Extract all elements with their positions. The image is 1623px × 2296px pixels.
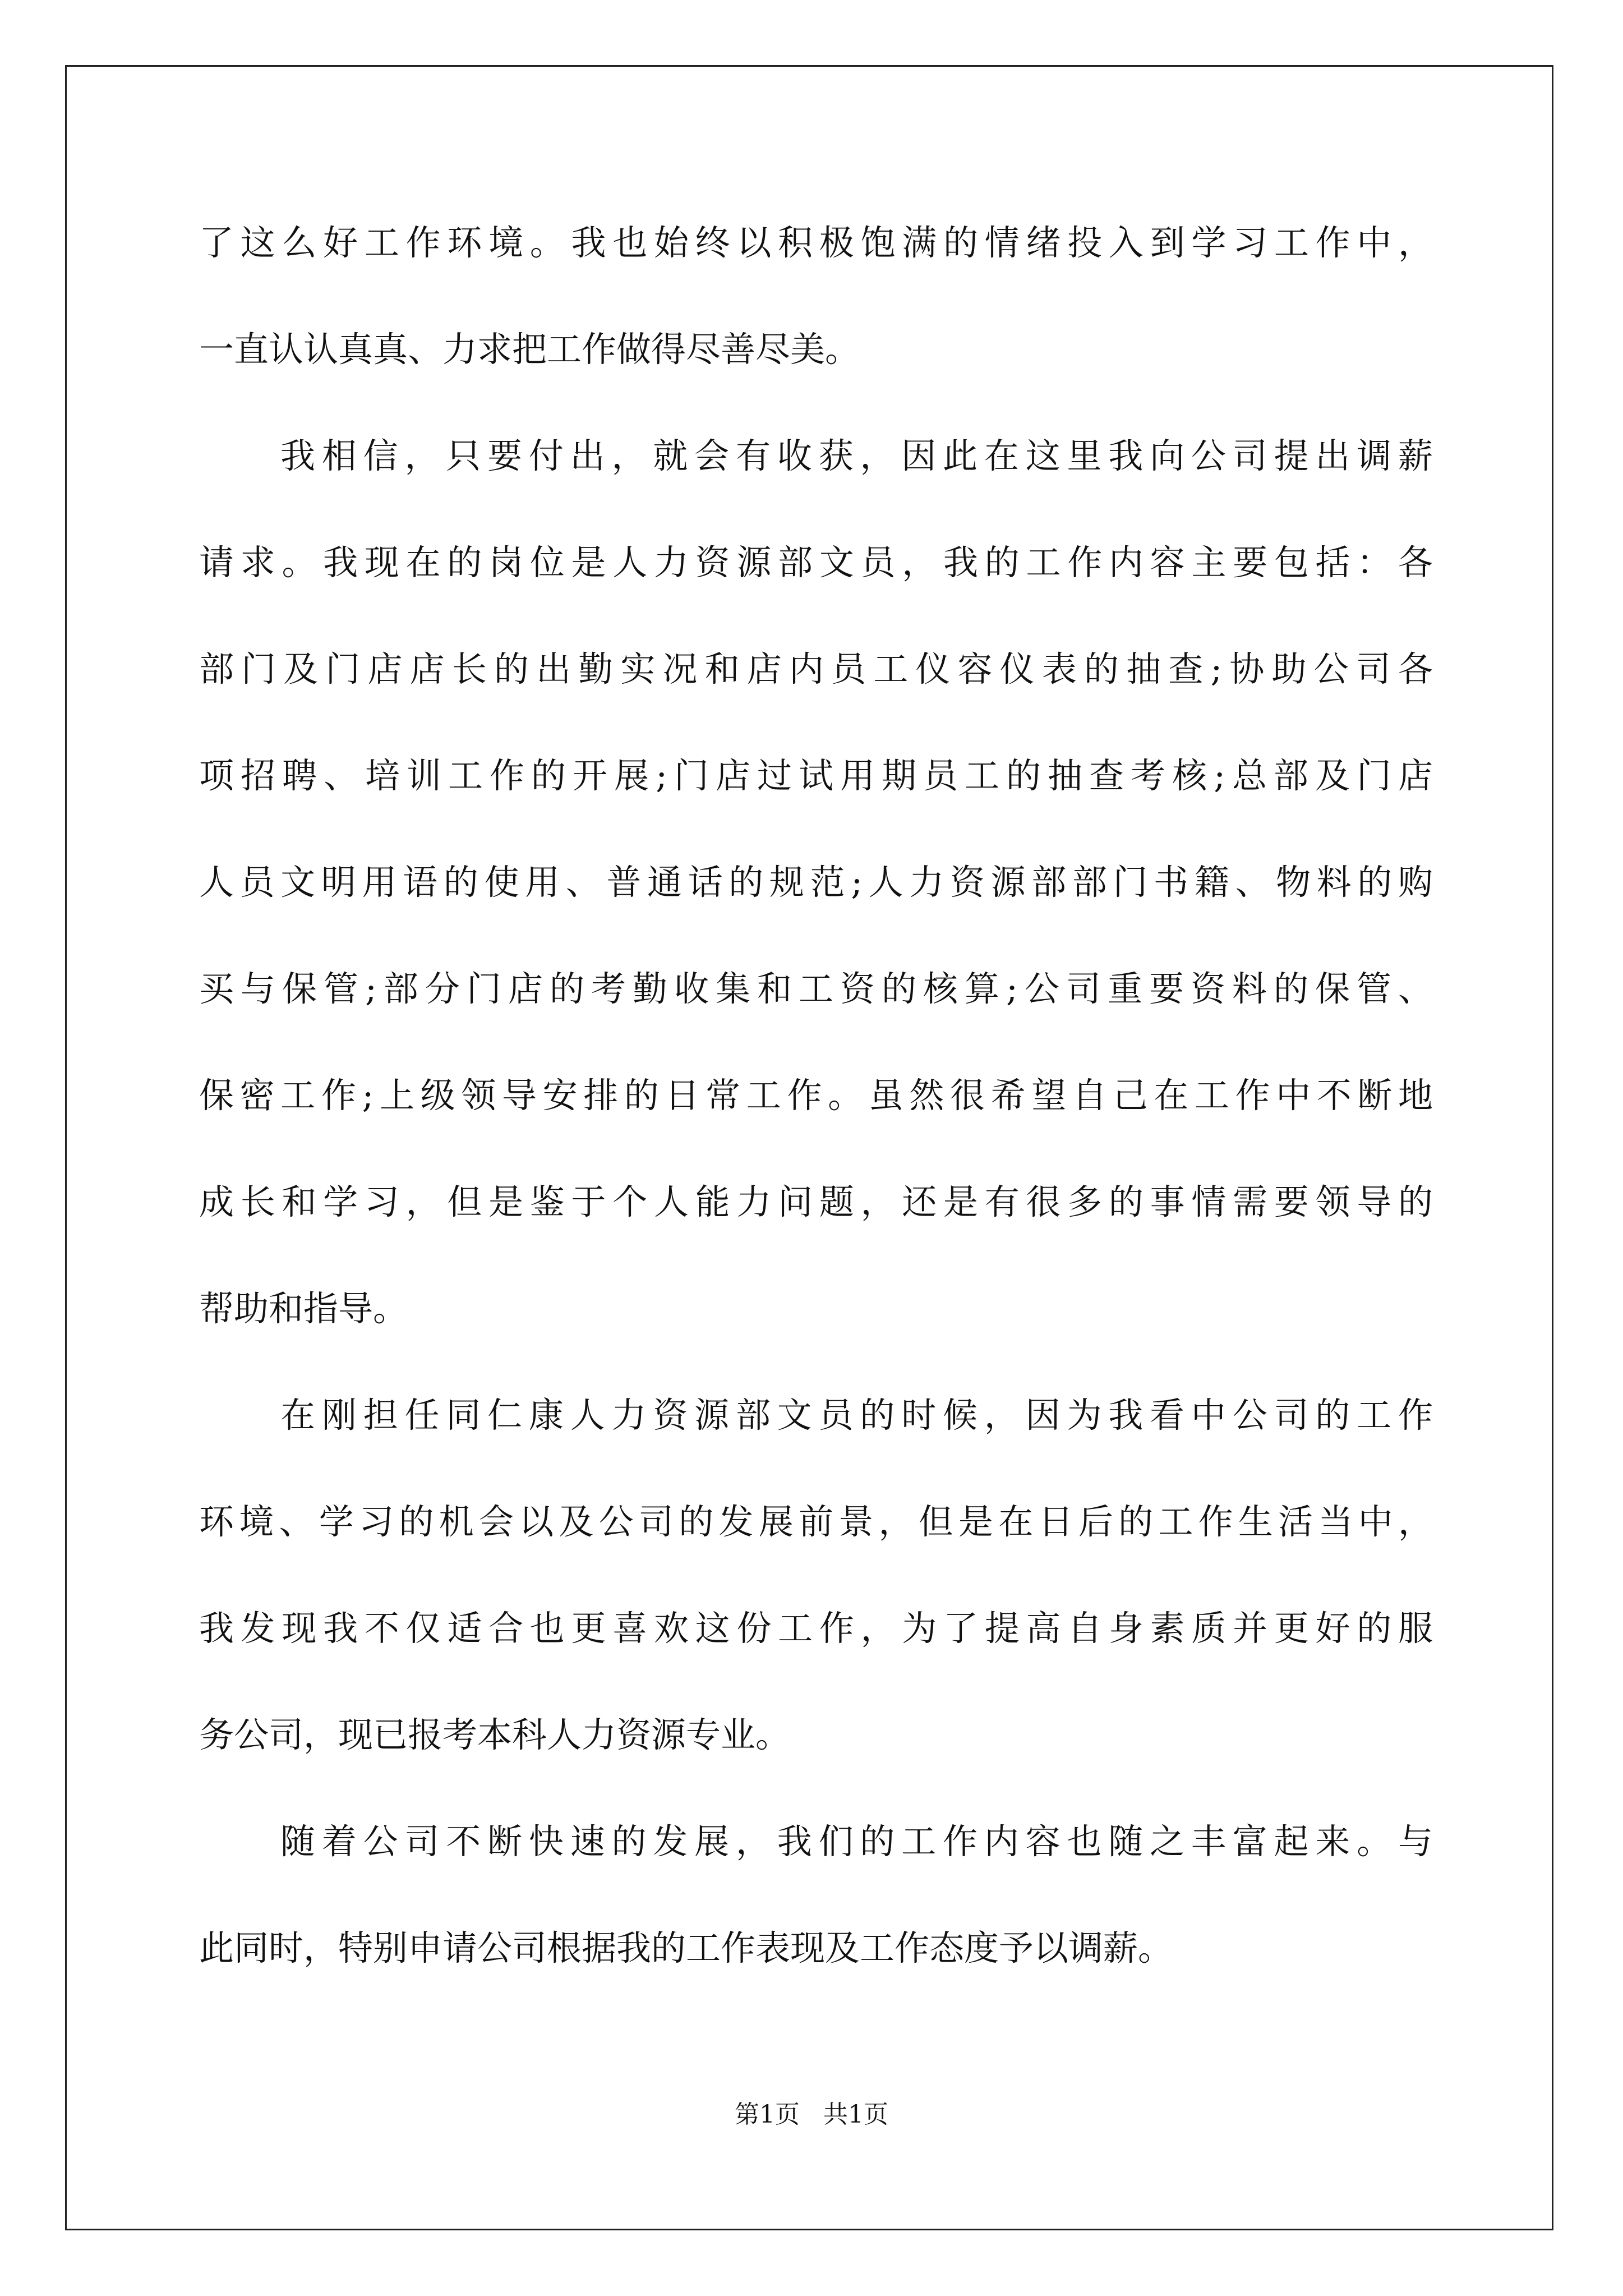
- text-line: 我发现我不仅适合也更喜欢这份工作，为了提高自身素质并更好的服: [199, 1608, 1433, 1649]
- text-line: 一直认认真真、力求把工作做得尽善尽美。: [199, 329, 860, 370]
- text-line: 保密工作;上级领导安排的日常工作。虽然很希望自己在工作中不断地: [199, 1075, 1433, 1116]
- text-line: 随着公司不断快速的发展，我们的工作内容也随之丰富起来。与: [280, 1821, 1433, 1862]
- text-line: 项招聘、培训工作的开展;门店过试用期员工的抽查考核;总部及门店: [199, 755, 1433, 796]
- text-line: 了这么好工作环境。我也始终以积极饱满的情绪投入到学习工作中，: [199, 222, 1433, 263]
- text-line: 务公司，现已报考本科人力资源专业。: [199, 1714, 791, 1755]
- page-footer: 第1页 共1页: [735, 2100, 888, 2129]
- text-line: 部门及门店店长的出勤实况和店内员工仪容仪表的抽查;协助公司各: [199, 648, 1433, 689]
- text-line: 在刚担任同仁康人力资源部文员的时候，因为我看中公司的工作: [280, 1395, 1433, 1435]
- document-body: [199, 190, 1433, 2001]
- text-line: 成长和学习，但是鉴于个人能力问题，还是有很多的事情需要领导的: [199, 1181, 1433, 1222]
- text-line: 此同时，特别申请公司根据我的工作表现及工作态度予以调薪。: [199, 1927, 1173, 1968]
- text-line: 买与保管;部分门店的考勤收集和工资的核算;公司重要资料的保管、: [199, 968, 1433, 1009]
- text-line: 人员文明用语的使用、普通话的规范;人力资源部部门书籍、物料的购: [199, 862, 1433, 903]
- text-line: 我相信，只要付出，就会有收获，因此在这里我向公司提出调薪: [280, 435, 1433, 476]
- text-line: 帮助和指导。: [199, 1288, 408, 1329]
- text-line: 环境、学习的机会以及公司的发展前景，但是在日后的工作生活当中，: [199, 1501, 1433, 1542]
- text-line: 请求。我现在的岗位是人力资源部文员，我的工作内容主要包括：各: [199, 542, 1433, 583]
